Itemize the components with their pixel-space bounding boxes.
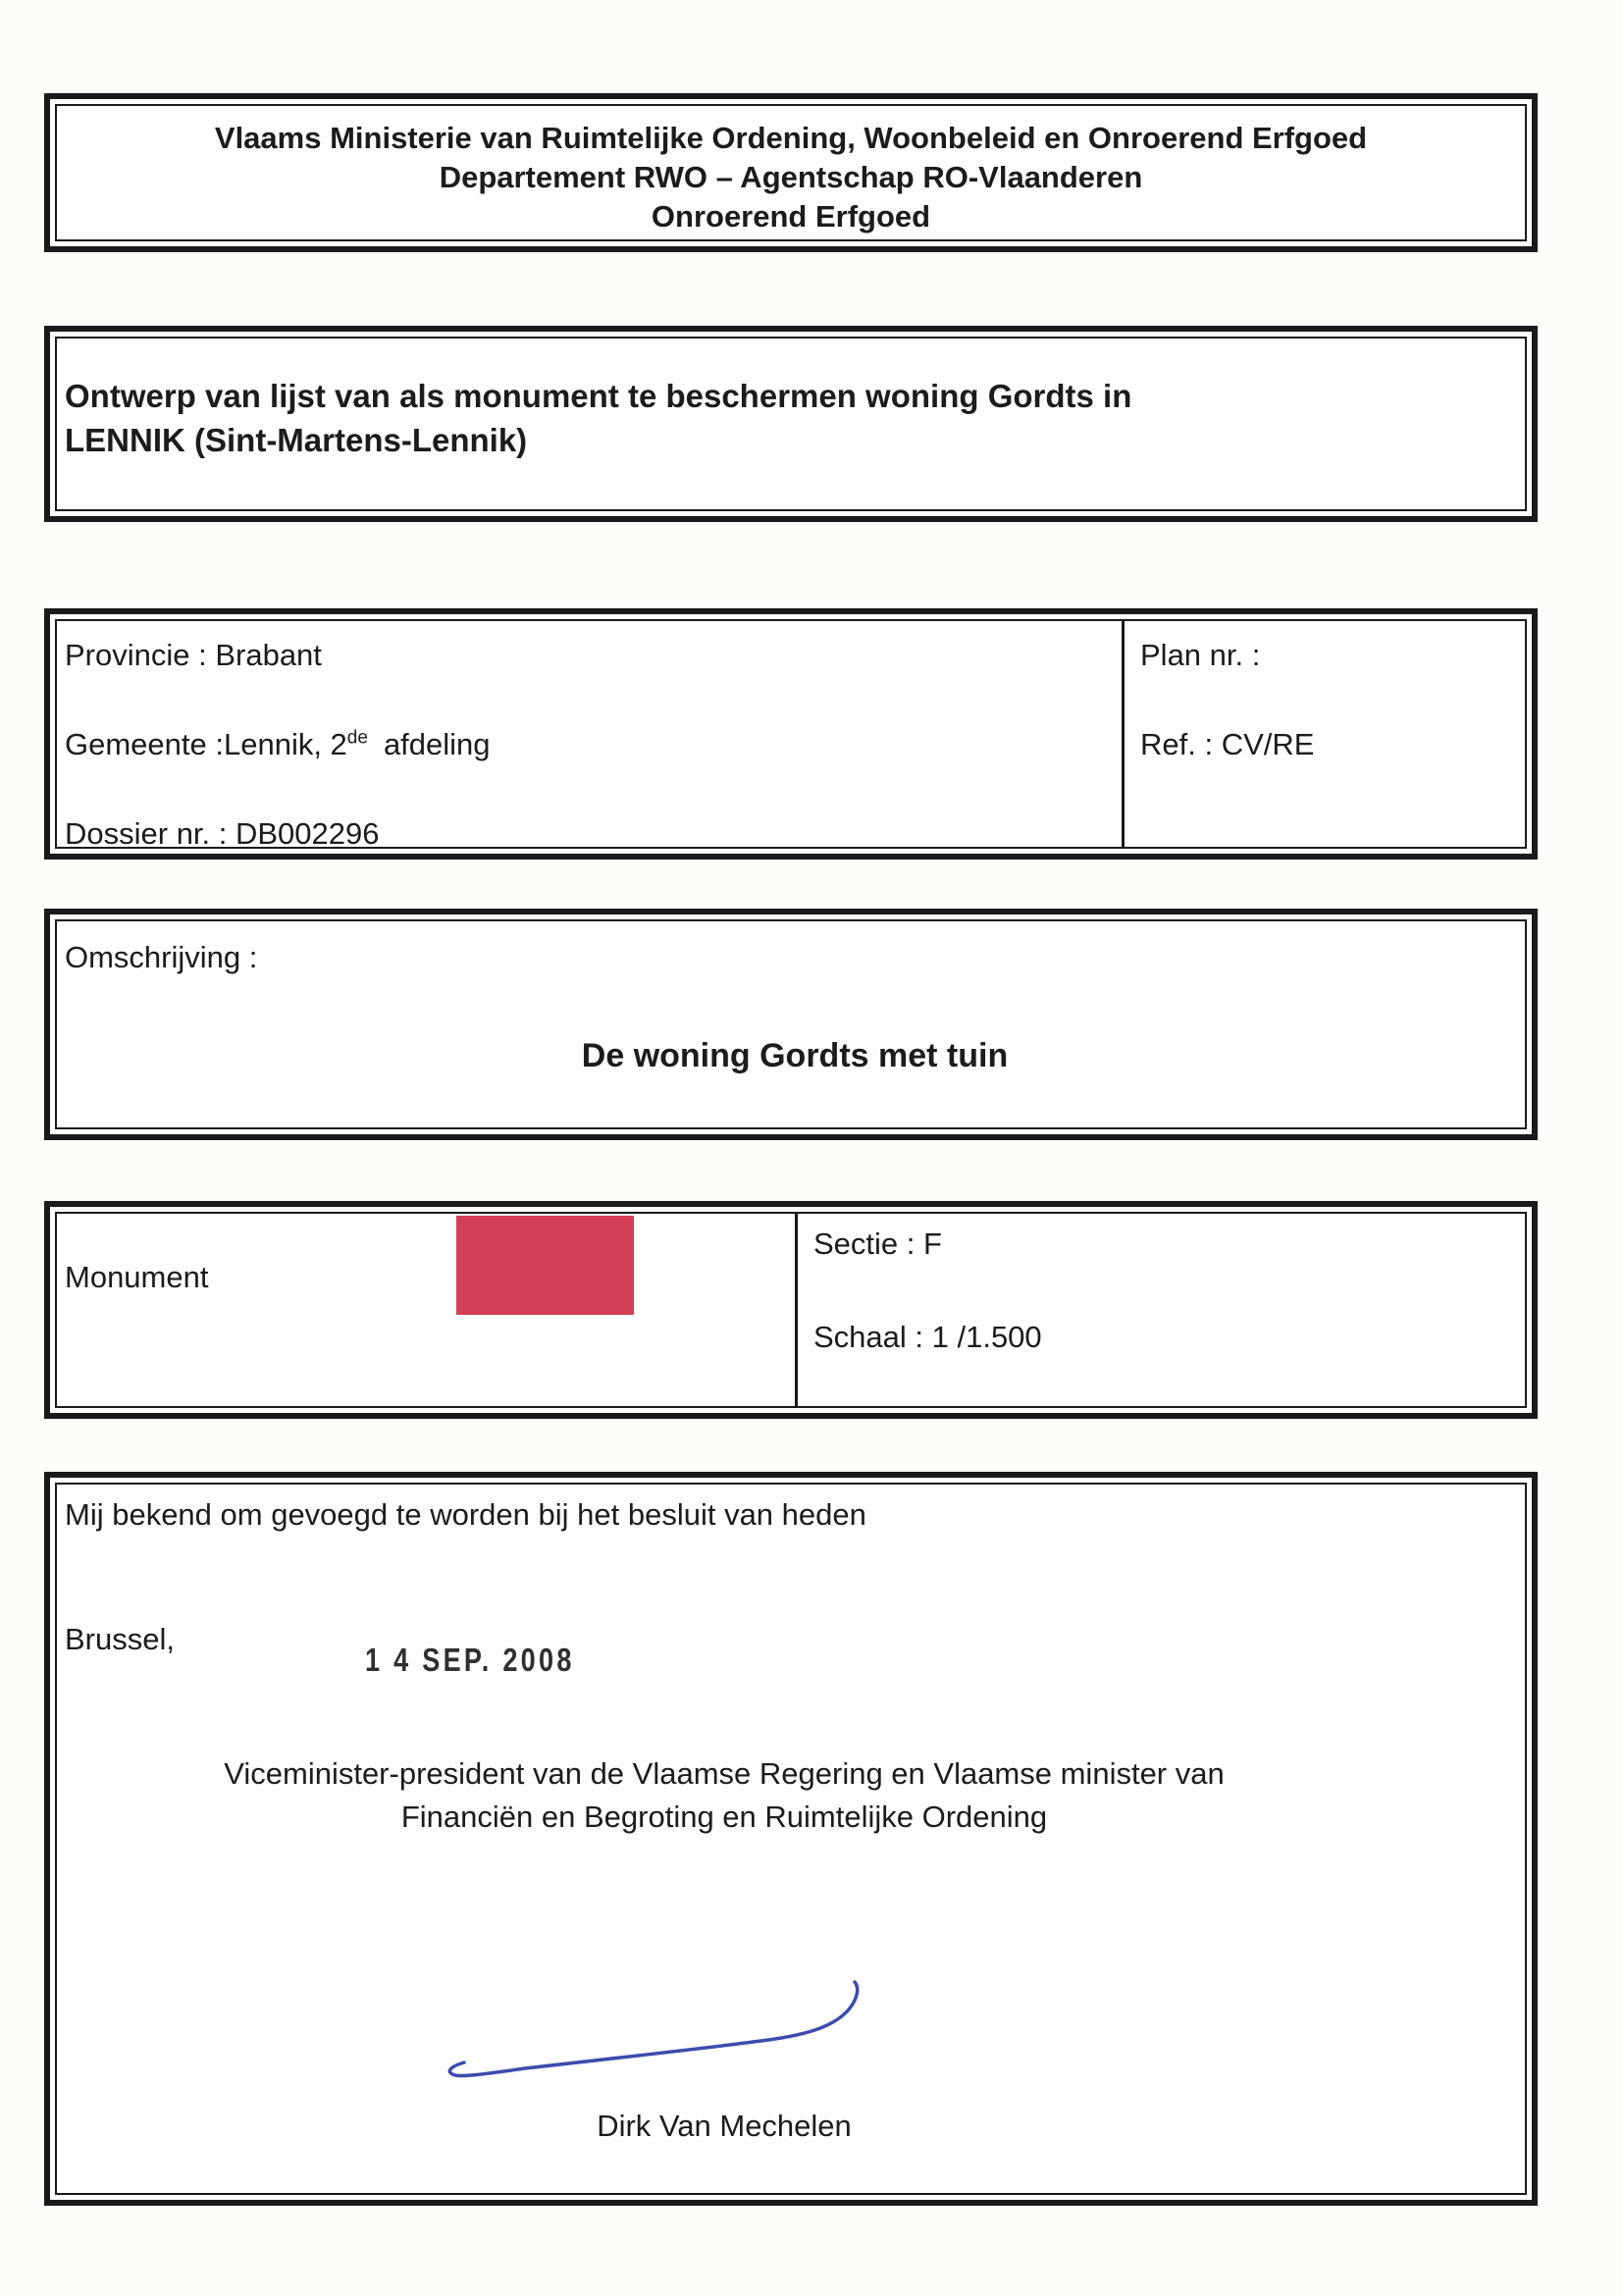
- document-title-inner: [55, 337, 1527, 511]
- document-title-line-1: Ontwerp van lijst van als monument te beschermen woning Gordts in: [65, 378, 1132, 414]
- case-info-right-column: [1122, 621, 1525, 847]
- provincie-field: Provincie : Brabant: [65, 638, 322, 672]
- monument-box: [44, 1201, 1538, 1419]
- ministry-header-box: [44, 93, 1538, 252]
- monument-right-cell: [795, 1214, 1525, 1406]
- ministry-header-inner: [55, 104, 1527, 241]
- document-title-box: [44, 326, 1538, 522]
- description-value: De woning Gordts met tuin: [581, 1037, 1009, 1075]
- date-stamp: 1 4 SEP. 2008: [365, 1642, 575, 1678]
- document-title-line-2: LENNIK (Sint-Martens-Lennik): [65, 422, 528, 458]
- monument-color-swatch: [456, 1216, 634, 1315]
- schaal-field: Schaal : 1 /1.500: [813, 1320, 1042, 1355]
- signer-name: Dirk Van Mechelen: [597, 2109, 852, 2143]
- dossier-number-field: Dossier nr. : DB002296: [65, 816, 380, 852]
- minister-title-line-1: Viceminister-president van de Vlaamse Regering en Vlaamse minister van: [224, 1756, 1225, 1791]
- plan-number-field: Plan nr. :: [1140, 638, 1261, 672]
- minister-title-line-2: Financiën en Begroting en Ruimtelijke Ordening: [400, 1800, 1048, 1834]
- gemeente-afdeling-text: afdeling: [383, 727, 491, 762]
- monument-label: Monument: [65, 1260, 209, 1294]
- closing-box: [44, 1472, 1538, 2206]
- sectie-field: Sectie : F: [813, 1226, 942, 1261]
- minister-title-block: [57, 1752, 1391, 1839]
- signature-stroke: [445, 1980, 886, 2088]
- description-label: Omschrijving :: [65, 940, 258, 974]
- agency-name: Onroerend Erfgoed: [651, 199, 931, 234]
- monument-left-cell: [57, 1214, 795, 1406]
- attachment-statement: Mij bekend om gevoegd te worden bij het besluit van heden: [65, 1497, 866, 1532]
- description-box: [44, 909, 1538, 1140]
- case-info-box: [44, 608, 1538, 860]
- signature-path: [449, 1982, 857, 2076]
- closing-inner: [55, 1483, 1527, 2195]
- description-inner: [55, 919, 1527, 1129]
- case-info-left-column: [57, 621, 1122, 852]
- gemeente-text: Gemeente :Lennik, 2: [65, 727, 347, 762]
- gemeente-field: [65, 726, 1122, 762]
- place-line: Brussel,: [65, 1622, 175, 1656]
- ministry-name: Vlaams Ministerie van Ruimtelijke Ordening, Woonbeleid en Onroerend Erfgoed: [214, 121, 1368, 155]
- monument-table: [55, 1212, 1527, 1408]
- department-name: Departement RWO – Agentschap RO-Vlaanderen: [439, 160, 1143, 194]
- gemeente-ordinal-suffix: de: [346, 727, 368, 749]
- reference-field: Ref. : CV/RE: [1140, 727, 1315, 762]
- case-info-table: [55, 619, 1527, 852]
